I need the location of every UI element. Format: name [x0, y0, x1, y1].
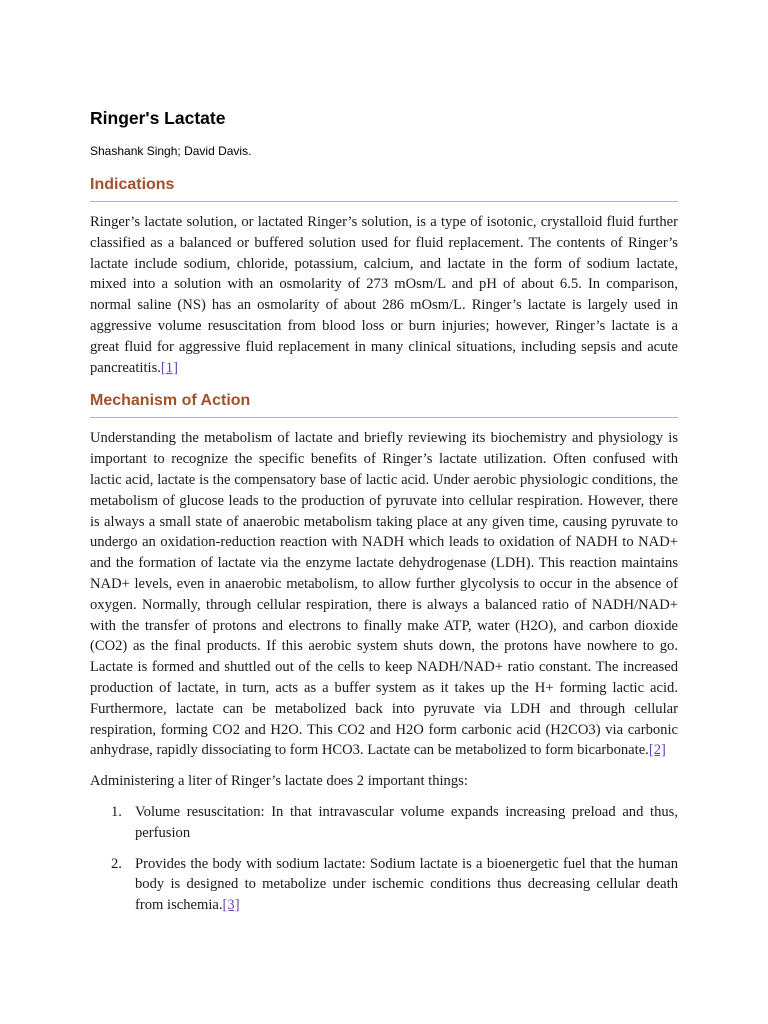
- administering-intro: Administering a liter of Ringer’s lactate does 2 important things:: [90, 773, 468, 790]
- list-item-text: Volume resuscitation: In that intravascular volume expands increasing preload and thus, perfusion: [135, 803, 678, 841]
- citation-link-2[interactable]: [2]: [648, 742, 666, 759]
- list-item-text: Provides the body with sodium lactate: Sodium lactate is a bioenergetic fuel that the human body is designed to metabolize under ischemic conditions thus decreasing cellular death from ischemia.: [135, 855, 678, 914]
- list-item: [90, 802, 678, 844]
- list-item-number: 1.: [111, 803, 122, 820]
- citation-link-3[interactable]: [3]: [222, 897, 240, 914]
- mechanism-text: Understanding the metabolism of lactate and briefly reviewing its biochemistry and physiology is important to recognize the specific benefits of Ringer’s lactate utilization. Often confused with lactic acid, lactate is the compensatory base of lactic acid. Under aerobic physiologic conditions, the metabolism of glucose leads to the production of pyruvate into cellular respiration. However, there is always a small state of anaerobic metabolism taking place at any given time, causing pyruvate to undergo an oxidation-reduction reaction with NADH which leads to oxidation of NADH to NAD+ and the formation of lactate via the enzyme lactate dehydrogenase (LDH). This reaction maintains NAD+ levels, even in anaerobic metabolism, to allow further glycolysis to occur in the absence of oxygen. Normally, through cellular respiration, there is always a balanced ratio of NADH/NAD+ with the transfer of protons and electrons to finally make ATP, water (H2O), and carbon dioxide (CO2) as the final products. If this aerobic system shuts down, the protons have nowhere to go. Lactate is formed and shuttled out of the cells to keep NADH/NAD+ ratio constant. The increased production of lactate, in turn, acts as a buffer system as it takes up the H+ forming lactic acid. Furthermore, lactate can be metabolized back into pyruvate via LDH and through cellular respiration, forming CO2 and H2O. This CO2 and H2O form carbonic acid (H2CO3) via carbonic anhydrase, rapidly dissociating to form HCO3. Lactate can be metabolized to form bicarbonate.: [90, 430, 678, 759]
- list-item: [90, 854, 678, 916]
- section-heading-indications: Indications: [90, 174, 678, 202]
- citation-link-1[interactable]: [1]: [160, 359, 178, 376]
- article: [90, 104, 678, 926]
- list-item-number: 2.: [111, 855, 122, 872]
- section-heading-mechanism: Mechanism of Action: [90, 390, 678, 418]
- page-title: Ringer's Lactate: [90, 108, 226, 128]
- numbered-list: [90, 802, 678, 916]
- mechanism-paragraph: [90, 428, 678, 761]
- indications-text: Ringer’s lactate solution, or lactated Ringer’s solution, is a type of isotonic, crystalloid fluid further classified as a balanced or buffered solution used for fluid replacement. The contents of Ringer’s lactate include sodium, chloride, potassium, calcium, and lactate in the form of sodium lactate, mixed into a solution with an osmolarity of 273 mOsm/L and pH of about 6.5. In comparison, normal saline (NS) has an osmolarity of about 286 mOsm/L. Ringer’s lactate is largely used in aggressive volume resuscitation from blood loss or burn injuries; however, Ringer’s lactate is a great fluid for aggressive fluid replacement in many clinical situations, including sepsis and acute pancreatitis.: [90, 214, 678, 376]
- author-line: Shashank Singh; David Davis.: [90, 144, 252, 158]
- indications-paragraph: [90, 212, 678, 378]
